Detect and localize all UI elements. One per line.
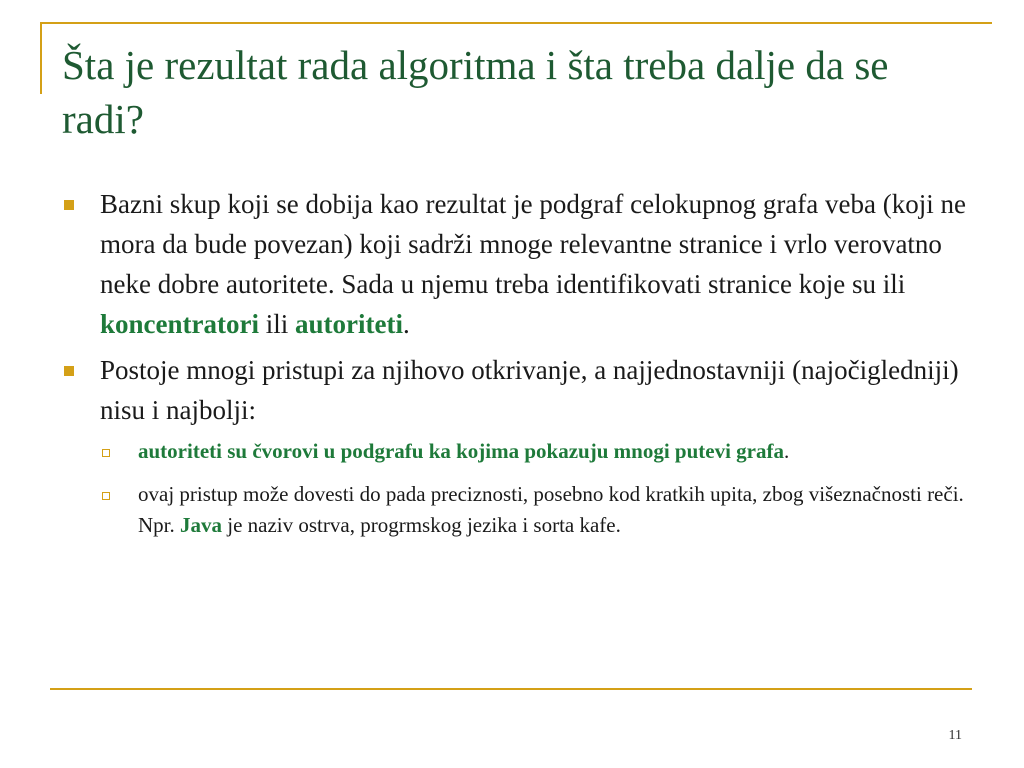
highlight-term: Java: [180, 513, 222, 537]
square-bullet-icon: [64, 366, 74, 376]
page-number: 11: [948, 728, 962, 743]
highlight-term: koncentratori: [100, 309, 259, 339]
slide-title: Šta je rezultat rada algoritma i šta treba dalje da se radi?: [62, 42, 889, 142]
subbullet-text: je naziv ostrva, progrmskog jezika i sorta kafe.: [222, 513, 621, 537]
subbullet-item: [100, 436, 972, 467]
bullet-item: [62, 184, 972, 344]
bullet-text: ili: [258, 309, 295, 339]
bullet-text: .: [402, 309, 410, 339]
subbullet-text: .: [784, 439, 790, 463]
bullet-text: Bazni skup koji se dobija kao rezultat je podgraf celokupnog grafa veba (koji ne mora da bude povezan) koji sadrži mnoge relevantne stranice i vrlo verovatno neke dobre autoritete. Sada u njemu treba identifikovati stranice koje su ili: [100, 189, 966, 299]
left-rule: [40, 22, 42, 94]
subbullet-text: ovaj pristup može dovesti do pada preciznosti, posebno kod kratkih upita, zbog višeznačnosti reči. Npr.: [138, 482, 964, 537]
square-bullet-icon: [64, 200, 74, 210]
hollow-square-bullet-icon: [102, 492, 110, 500]
bullet-item: [62, 350, 972, 430]
subbullet-item: [100, 479, 972, 541]
hollow-square-bullet-icon: [102, 449, 110, 457]
highlight-term: autoriteti: [294, 309, 403, 339]
highlight-term: autoriteti su čvorovi u podgrafu ka kojima pokazuju mnogi putevi grafa: [138, 439, 784, 463]
top-rule: [40, 22, 992, 24]
bottom-rule: [50, 688, 972, 690]
slide-content: [62, 184, 972, 553]
bullet-text: Postoje mnogi pristupi za njihovo otkrivanje, a najjednostavniji (najočigledniji) nisu i najbolji:: [100, 355, 959, 425]
